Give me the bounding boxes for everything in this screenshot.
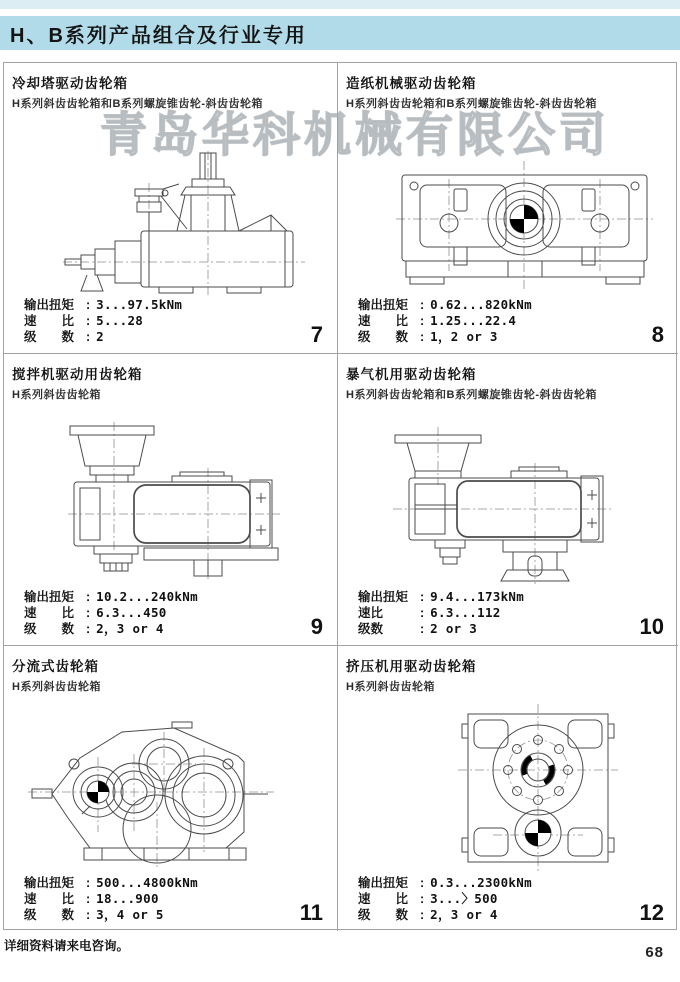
spec-value: 2，3 or 4 (96, 621, 164, 636)
spec-block (358, 589, 524, 637)
product-cell-12 (338, 646, 678, 931)
split-gearbox-drawing (24, 702, 319, 879)
spec-label: 级 数 (358, 908, 409, 922)
section-header (0, 16, 680, 50)
spec-row: 输出扭矩 : 10.2...240kNm (24, 589, 198, 604)
top-strip (0, 0, 680, 9)
product-number-badge: 10 (639, 614, 664, 639)
spec-row: 输出扭矩 : 0.3...2300kNm (358, 875, 532, 890)
spec-label: 级 数 (24, 330, 75, 344)
product-grid (3, 62, 677, 930)
product-subtitle: H系列斜齿齿轮箱 (12, 681, 101, 693)
extruder-gearbox-drawing (438, 700, 638, 880)
product-subtitle: H系列斜齿齿轮箱 (346, 681, 435, 693)
spec-value: 2 or 3 (430, 621, 478, 636)
product-cell-9 (4, 354, 338, 646)
spec-row: 级 数 : 2，3 or 4 (24, 621, 164, 636)
spec-block (358, 875, 532, 923)
spec-value: 18...900 (96, 891, 159, 906)
spec-label: 速比 (358, 606, 384, 620)
aerator-gearbox-drawing (391, 423, 661, 590)
footer-note: 详细资料请来电咨询。 (4, 939, 130, 953)
page-title: H、B系列产品组合及行业专用 (10, 24, 307, 47)
spec-label: 输出扭矩 (24, 590, 75, 604)
spec-row: 输出扭矩 : 0.62...820kNm (358, 297, 532, 312)
spec-label: 输出扭矩 (24, 876, 75, 890)
spec-label: 输出扭矩 (24, 298, 75, 312)
spec-value: 1.25...22.4 (430, 313, 517, 328)
product-number-badge: 9 (310, 614, 323, 639)
spec-label: 级 数 (24, 908, 75, 922)
spec-row: 速 比 : 5...28 (24, 313, 144, 328)
spec-row: 速 比 : 3...〉500 (358, 891, 498, 906)
spec-label: 级 数 (24, 622, 75, 636)
spec-row: 速 比 : 18...900 (24, 891, 159, 906)
spec-value: 2，3 or 4 (430, 907, 498, 922)
spec-value: 10.2...240kNm (96, 589, 198, 604)
product-number-badge: 12 (639, 900, 664, 925)
paper-machine-gearbox-drawing (392, 159, 657, 296)
spec-label: 输出扭矩 (358, 876, 409, 890)
product-number-badge: 7 (310, 322, 323, 347)
spec-block (358, 297, 532, 345)
spec-row: 速比 : 6.3...112 (358, 605, 501, 620)
spec-label: 速 比 (358, 314, 409, 328)
spec-label: 级数 (358, 622, 384, 636)
spec-label: 输出扭矩 (358, 590, 409, 604)
product-number-badge: 11 (299, 900, 323, 925)
spec-value: 3...〉500 (430, 891, 498, 906)
spec-row: 输出扭矩 : 3...97.5kNm (24, 297, 183, 312)
spec-value: 2 (96, 329, 104, 344)
product-number-badge: 8 (651, 322, 664, 347)
cooling-tower-gearbox-drawing (59, 149, 309, 302)
spec-value: 5...28 (96, 313, 144, 328)
spec-label: 速 比 (24, 892, 75, 906)
watermark-text: 青岛华科机械有限公司 (100, 108, 610, 161)
spec-row: 速 比 : 1.25...22.4 (358, 313, 517, 328)
spec-label: 速 比 (358, 892, 409, 906)
spec-block (24, 589, 198, 637)
spec-row: 输出扭矩 : 9.4...173kNm (358, 589, 525, 604)
product-cell-8 (338, 63, 678, 354)
product-title: 分流式齿轮箱 (12, 659, 99, 674)
spec-value: 0.62...820kNm (430, 297, 532, 312)
product-subtitle: H系列斜齿齿轮箱 (12, 389, 101, 401)
spec-value: 9.4...173kNm (430, 589, 525, 604)
product-title: 搅拌机驱动用齿轮箱 (12, 367, 143, 382)
spec-value: 6.3...450 (96, 605, 167, 620)
spec-label: 速 比 (24, 606, 75, 620)
spec-label: 级 数 (358, 330, 409, 344)
product-subtitle: H系列斜齿齿轮箱和B系列螺旋锥齿轮-斜齿齿轮箱 (346, 98, 598, 110)
spec-block (24, 297, 182, 345)
spec-row: 级数 : 2 or 3 (358, 621, 478, 636)
spec-label: 输出扭矩 (358, 298, 409, 312)
spec-value: 0.3...2300kNm (430, 875, 532, 890)
agitator-gearbox-drawing (44, 420, 329, 587)
product-title: 暴气机用驱动齿轮箱 (346, 367, 477, 382)
spec-label: 速 比 (24, 314, 75, 328)
product-cell-10 (338, 354, 678, 646)
spec-value: 6.3...112 (430, 605, 501, 620)
spec-row: 级 数 : 2，3 or 4 (358, 907, 498, 922)
spec-block (24, 875, 198, 923)
spec-value: 3...97.5kNm (96, 297, 183, 312)
product-cell-7 (4, 63, 338, 354)
product-subtitle: H系列斜齿齿轮箱和B系列螺旋锥齿轮-斜齿齿轮箱 (12, 98, 264, 110)
spec-row: 级 数 : 1，2 or 3 (358, 329, 498, 344)
spec-row: 级 数 : 2 (24, 329, 104, 344)
product-title: 冷却塔驱动齿轮箱 (12, 76, 128, 91)
spec-row: 输出扭矩 : 500...4800kNm (24, 875, 198, 890)
spec-value: 3，4 or 5 (96, 907, 164, 922)
spec-row: 级 数 : 3，4 or 5 (24, 907, 164, 922)
spec-value: 500...4800kNm (96, 875, 198, 890)
product-title: 造纸机械驱动齿轮箱 (346, 76, 477, 91)
product-title: 挤压机用驱动齿轮箱 (346, 659, 477, 674)
spec-value: 1，2 or 3 (430, 329, 498, 344)
page-number: 68 (645, 944, 664, 961)
product-cell-11 (4, 646, 338, 931)
product-subtitle: H系列斜齿齿轮箱和B系列螺旋锥齿轮-斜齿齿轮箱 (346, 389, 598, 401)
spec-row: 速 比 : 6.3...450 (24, 605, 167, 620)
